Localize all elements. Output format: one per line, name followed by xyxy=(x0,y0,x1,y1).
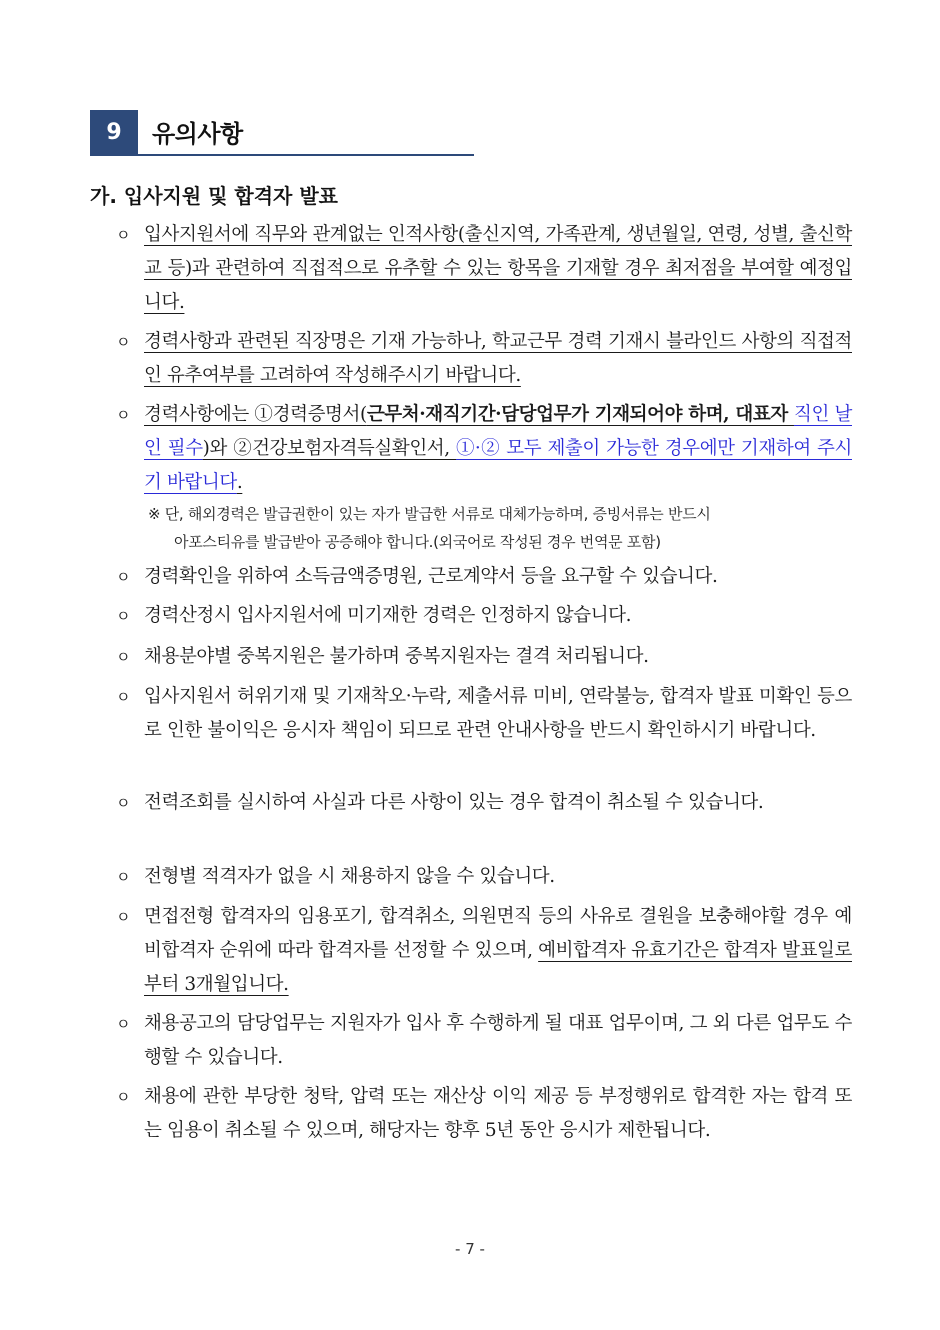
bullet-icon: ㅇ xyxy=(116,406,131,424)
list-item xyxy=(116,218,852,320)
list-item xyxy=(116,1080,852,1148)
bullet-icon: ㅇ xyxy=(116,688,131,706)
item-text: 채용공고의 담당업무는 지원자가 입사 후 수행하게 될 대표 업무이며, 그 외 다른 업무도 수행할 수 있습니다. xyxy=(144,1013,852,1068)
section-header xyxy=(90,110,474,156)
list-item xyxy=(116,599,852,633)
item-text-part: 면접전형 합격자의 임용포기, 합격취소, 의원면직 등의 사유로 결원을 보충해야할 경우 예비합격자 순위에 따라 합격자를 선정할 수 있으며, xyxy=(144,906,852,961)
list-item xyxy=(116,398,852,556)
bullet-icon: ㅇ xyxy=(116,908,131,926)
list-item xyxy=(116,900,852,1002)
item-text: 채용분야별 중복지원은 불가하며 중복지원자는 결격 처리됩니다. xyxy=(144,646,649,667)
item-text: 경력확인을 위하여 소득금액증명원, 근로계약서 등을 요구할 수 있습니다. xyxy=(144,566,718,587)
item-text: 전력조회를 실시하여 사실과 다른 사항이 있는 경우 합격이 취소될 수 있습니다. xyxy=(144,792,764,813)
item-text-underlined: 예비합격자 유효기간은 합격자 발표일로부터 3개월입니다. xyxy=(144,940,852,995)
footnote xyxy=(148,500,852,556)
item-text: 전형별 적격자가 없을 시 채용하지 않을 수 있습니다. xyxy=(144,866,555,887)
item-text-blue: 직인 날인 필수 xyxy=(144,404,852,459)
bullet-icon: ㅇ xyxy=(116,568,131,586)
list-item xyxy=(116,1007,852,1075)
item-text-blue: ①·② 모두 제출이 가능한 경우에만 기재하여 주시기 바랍니다 xyxy=(144,438,852,493)
list-item xyxy=(116,560,852,594)
item-text-part: . xyxy=(236,472,243,493)
item-text-bold: 근무처·재직기간·담당업무가 기재되어야 하며, 대표자 xyxy=(366,404,794,425)
item-text-part: )와 ②건강보험자격득실확인서, xyxy=(202,438,456,459)
list-item xyxy=(116,786,852,820)
page-number: - 7 - xyxy=(455,1240,485,1258)
subsection-title: 가. 입사지원 및 합격자 발표 xyxy=(90,184,338,208)
item-text: 경력산정시 입사지원서에 미기재한 경력은 인정하지 않습니다. xyxy=(144,605,632,626)
list-item xyxy=(116,680,852,748)
item-text: 채용에 관한 부당한 청탁, 압력 또는 재산상 이익 제공 등 부정행위로 합격한 자는 합격 또는 임용이 취소될 수 있으며, 해당자는 향후 5년 동안 응시가 제한됩니다. xyxy=(144,1086,852,1141)
list-item xyxy=(116,640,852,674)
footnote-line-1: ※ 단, 해외경력은 발급권한이 있는 자가 발급한 서류로 대체가능하며, 증빙서류는 반드시 xyxy=(148,505,711,523)
item-text xyxy=(144,398,852,500)
bullet-icon: ㅇ xyxy=(116,226,131,244)
item-text: 입사지원서 허위기재 및 기재착오·누락, 제출서류 미비, 연락불능, 합격자 발표 미확인 등으로 인한 불이익은 응시자 책임이 되므로 관련 안내사항을 반드시 확인하시기 바랍니다. xyxy=(144,686,852,741)
bullet-icon: ㅇ xyxy=(116,1088,131,1106)
section-number: 9 xyxy=(90,110,138,154)
bullet-icon: ㅇ xyxy=(116,868,131,886)
item-text: 경력사항과 관련된 직장명은 기재 가능하나, 학교근무 경력 기재시 블라인드 사항의 직접적인 유추여부를 고려하여 작성해주시기 바랍니다. xyxy=(144,331,852,386)
bullet-icon: ㅇ xyxy=(116,1015,131,1033)
footnote-line-2: 아포스티유를 발급받아 공증해야 합니다.(외국어로 작성된 경우 번역문 포함) xyxy=(174,533,661,551)
item-text xyxy=(144,900,852,1002)
item-text: 입사지원서에 직무와 관계없는 인적사항(출신지역, 가족관계, 생년월일, 연령, 성별, 출신학교 등)과 관련하여 직접적으로 유추할 수 있는 항목을 기재할 경우 최저점을 부여할 예정입니다. xyxy=(144,224,852,313)
bullet-icon: ㅇ xyxy=(116,333,131,351)
list-item xyxy=(116,325,852,393)
bullet-icon: ㅇ xyxy=(116,794,131,812)
item-text-part: 경력사항에는 ①경력증명서( xyxy=(144,404,367,425)
bullet-icon: ㅇ xyxy=(116,648,131,666)
section-title: 유의사항 xyxy=(152,120,243,148)
bullet-icon: ㅇ xyxy=(116,607,131,625)
list-item xyxy=(116,860,852,894)
